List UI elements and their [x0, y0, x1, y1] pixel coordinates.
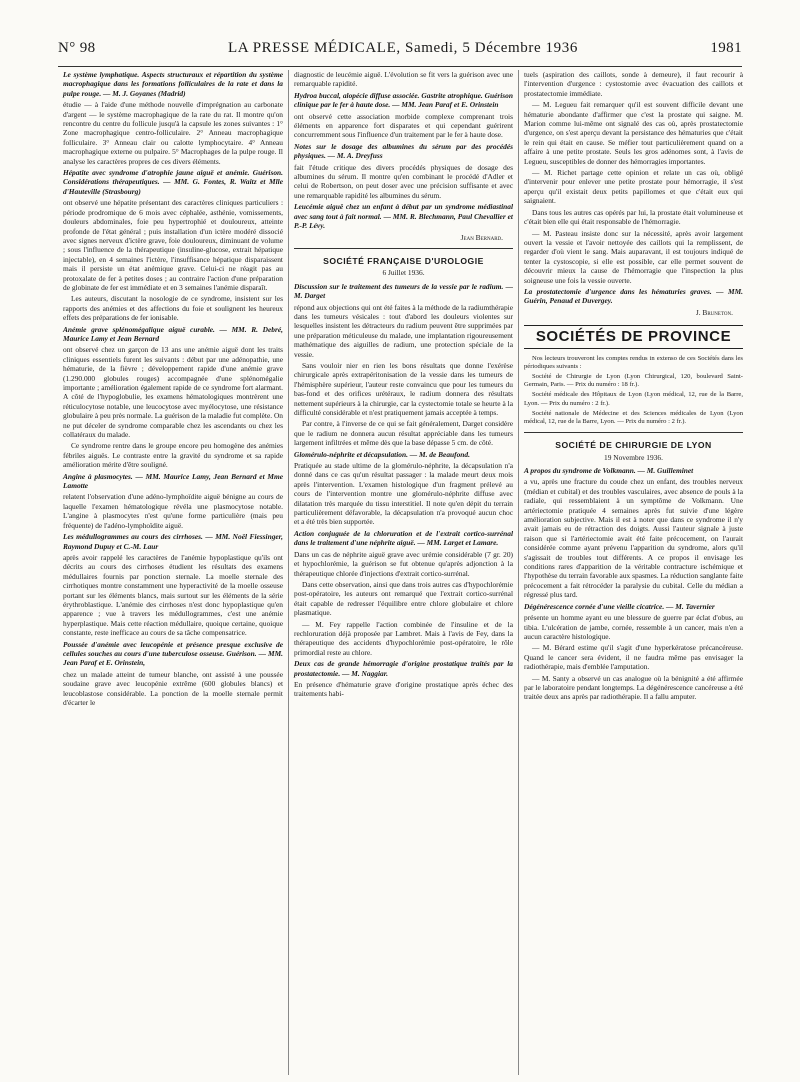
- article-title: Les médullogrammes au cours des cirrhoses. — MM. Noël Fiessinger, Raymond Dupuy et C.-M. Laur: [63, 532, 283, 551]
- article-title: Hépatite avec syndrome d'atrophie jaune aiguë et anémie. Guérison. Considérations thérapeutiques. — MM. G. Fontes, R. Waitz et Mlle d'Hauteville (Strasbourg): [63, 168, 283, 196]
- society-heading: SOCIÉTÉ FRANÇAISE D'UROLOGIE: [323, 255, 484, 266]
- section-banner: SOCIÉTÉS DE PROVINCE: [524, 325, 743, 348]
- article-text: En présence d'hématurie grave d'origine prostatique après échec des traitements habi-: [294, 679, 513, 699]
- article-text: relatent l'observation d'une adéno-lymphoïdite aiguë bénigne au cours de laquelle l'examen hématologique révéla une plasmocytose notable. L'angine à plasmocytes n'est qu'une forme particulière (mais peu fréquente) de l'adéno-lymphoïdite aiguë.: [63, 492, 283, 530]
- article-title: Glomérulo-néphrite et décapsulation. — M. de Beaufond.: [294, 449, 470, 459]
- article-text: ont observé une hépatite présentant des caractères cliniques particuliers : période prodromique de 6 mois avec céphalée, asthénie, vomissements, douleurs abdominales, foie peu hypertrophié et douloureux, atteinte profonde de l'état général ; puis installation d'un ictère modéré dissocié avec signes nerveux d'ictère grave, foie douloureux, diminuant de volume ; sous l'influence de la thérapeutique (insuline-glucose, extrait hépatique injectable), en 4 semaines l'ictère, l'insuffisance hépatique disparaissent mais il persiste un état anémique grave. Celui-ci ne réagit pas au protoxalate de fer à petites doses ; au contraire l'action d'une préparation de globinate de fer est immédiate et en 3 semaines l'anémie disparaît.: [63, 198, 283, 292]
- article-text: ont observé chez un garçon de 13 ans une anémie aiguë dont les traits cliniques essentiels furent les suivants : début par une adénopathie, une hématurie, de la fièvre ; développement rapide d'une anémie grave (1.290.000 globules rouges) accompagnée d'une splénomégalie importante ; amélioration également rapide de ce syndrome fort alarmant. A côté de l'hypoglobulie, les examens hématologiques montrèrent une réticulocytose notable, une leucocytose avec myélocytose, une résistance globulaire à peu près normale. La guérison de la maladie fut complète. On ne put déceler de syndrome comparable chez les ascendants ou chez les collatéraux du malade.: [63, 345, 283, 440]
- article-text: répond aux objections qui ont été faites à la méthode de la radiumthérapie dans les tumeurs vésicales : tout d'abord les douleurs violentes sur lesquelles insistent les détracteurs du radium peuvent être supprimées par une préparation méticuleuse du malade, une implantation rigoureusement mathématique des aiguilles de radium, une protection spéciale de la vessie.: [294, 302, 513, 359]
- article-title: Action conjuguée de la chloruration et de l'extrait cortico-surrénal dans le traitement d'une néphrite aiguë. — MM. Larget et Lamare.: [294, 528, 513, 548]
- article-text: — M. Legueu fait remarquer qu'il est souvent difficile devant une hématurie abondante d'affirmer que c'est la prostate qui saigne. M. Marion comme lui-même ont signalé des cas où, après prostatectomie d'urgence, on s'est aperçu devant la persistance des hématuries que c'était le rein qui était en cause. Se méfier tout particulièrement quand on a affaire à une petite prostate. Seuls les gros adénomes sont, à l'avis de Legueu, susceptibles de donner des hémorragies importantes.: [524, 100, 743, 166]
- article-title: Angine à plasmocytes. — MM. Maurice Lamy, Jean Bernard et Mme Lamotte: [63, 471, 283, 491]
- article-title: Le système lymphatique. Aspects structuraux et répartition du système macrophagique dans les formations folliculaires de la rate et dans la pulpe rouge. — M. J. Goyanes (Madrid): [63, 70, 283, 98]
- article-text: chez un malade atteint de tumeur blanche, ont assisté à une poussée soudaine grave avec leucopénie extrême (600 globules blancs) et leucoblastose considérable. La ponction de la moelle sternale permit d'écarter le: [63, 669, 283, 707]
- article-title: Discussion sur le traitement des tumeurs de la vessie par le radium. — M. Darget: [294, 281, 513, 301]
- column-1: [58, 70, 288, 1075]
- article-title: Deux cas de grande hémorragie d'origine prostatique traités par la prostatectomie. — M. Naggiar.: [294, 659, 513, 678]
- article-text: Dans un cas de néphrite aiguë grave avec urémie considérable (7 gr. 20) et hypochlorémie, la guérison se fut obtenue qu'après adjonction à la thérapeutique chlorée d'injections d'extrait cortico-surrénal.: [294, 549, 513, 578]
- article-text: étudie — à l'aide d'une méthode nouvelle d'imprégnation au carbonate d'argent — le système macrophagique de la rate du rat. Il montre qu'on rencontre du centre du follicule jusqu'à la capsule les zones suivantes : 1° Zone macrophagique centro-folliculaire. 2° Anneau macrophagique folliculaire. 3° Anneau clair ou calotte lymphocytaire. 4° Anneau macrophagique externe ou pulpaire. 5° Macrophages de la pulpe rouge. Il analyse les caractères propres de ces divers éléments.: [63, 100, 283, 166]
- journal-title: LA PRESSE MÉDICALE, Samedi, 5 Décembre 1936: [228, 40, 578, 56]
- page-header: [58, 40, 742, 67]
- article-text: Les auteurs, discutant la nosologie de ce syndrome, insistent sur les rapports des anémies et des affections du foie et soulignent les heureux effets des préparations de fer ionisable.: [63, 294, 283, 323]
- article-title: Hydroa buccal, alopécie diffuse associée. Gastrite atrophique. Guérison clinique par le fer à haute dose. — MM. Jean Paraf et E. Orinstein: [294, 90, 513, 110]
- page-number: 1981: [710, 40, 742, 56]
- article-text: Pratiquée au stade ultime de la glomérulo-néphrite, la décapsulation n'a donné dans ce cas qu'un résultat passager : la malade meurt deux mois après l'intervention. L'examen histologique d'un fragment prélevé au cours de l'intervention montre une glomérulo-néphrite diffuse avec dilatation très marquée du tissu interstitiel. Il note qu'en dépit du terrain particulièrement défavorable, la décapsulation n'a provoqué aucun choc et a été très bien supportée.: [294, 461, 513, 527]
- article-text: présente un homme ayant eu une blessure de guerre par éclat d'obus, au tibia. L'ulcération de jambe, cornée, ressemble à un cancer, mais n'en a aucun caractère histologique.: [524, 613, 743, 641]
- periodical-listing: Société de Chirurgie de Lyon (Lyon Chirurgical, 120, boulevard Saint-Germain, Paris. — Prix du numéro : 18 fr.).: [524, 372, 743, 389]
- section-divider: [524, 432, 743, 433]
- article-text: Par contre, à l'inverse de ce qui se fait généralement, Darget considère que le radium ne donnera aucun résultat appréciable dans les tumeurs largement infiltrées et même dès que la base dépasse 5 cm. de côté.: [294, 419, 513, 448]
- author-signature: Jean Bernard.: [460, 232, 503, 242]
- article-text: a vu, après une fracture du coude chez un enfant, des troubles nerveux (médian et cubital) et des troubles vasculaires, avec absence de pouls à la radiale, qui ressemblaient à un symptôme de Volkmann. Une artériectomie pratiquée 4 semaines après fut suivie d'une légère amélioration subjective. Mais il est à noter que dans ce syndrome il n'y avait jamais eu de rétraction des doigts. Aussi l'auteur signale à juste raison que si l'artériectomie avait été faite précocement, on l'aurait considérée comme ayant prévenu l'apparition du syndrome, alors qu'il s'agissait de troubles tout différents. A ce propos il envisage les conditions rares d'apparition de la véritable contracture ischémique et l'hypothèse du terrain favorable aux spasmes. La réduction sanglante faite précocement a fait rétrocéder la paralysie du cubital. Celle du médian a régressé plus tard.: [524, 477, 743, 600]
- periodical-listing: Société médicale des Hôpitaux de Lyon (Lyon médical, 12, rue de la Barre, Lyon. — Prix du numéro : 2 fr.).: [524, 391, 743, 407]
- article-text: — M. Bérard estime qu'il s'agit d'une hyperkératose précancéreuse. Quand le cancer sera évident, il ne faudra même pas envisager la radiothérapie, mais d'emblée l'amputation.: [524, 643, 743, 672]
- session-date: 19 Novembre 1936.: [604, 452, 663, 462]
- article-text: — M. Fey rappelle l'action combinée de l'insuline et de la rechloruration déjà proposée par Lambret. Mais à l'avis de Fey, dans la thérapeutique des accidents d'hypochlorémie post-opératoire, le rôle primordial reste au chlore.: [294, 619, 513, 657]
- session-date: 6 Juillet 1936.: [382, 268, 425, 278]
- article-text: — M. Santy a observé un cas analogue où la bénignité a été affirmée par le laboratoire pendant longtemps. La dégénérescence cancéreuse a été traitée deux ans après par radiothérapie. Il a fallu amputer.: [524, 673, 743, 702]
- article-title: Poussée d'anémie avec leucopénie et présence presque exclusive de cellules souches au cours d'une tuberculose osseuse. Guérison. — MM. Jean Paraf et E. Orinstein,: [63, 639, 283, 668]
- article-text: diagnostic de leucémie aiguë. L'évolution se fit vers la guérison avec une remarquable rapidité.: [294, 70, 513, 89]
- article-title: Anémie grave splénomégalique aiguë curable. — MM. R. Debré, Maurice Lamy et Jean Bernard: [63, 324, 283, 343]
- article-text: Dans cette observation, ainsi que dans trois autres cas d'hypochlorémie post-opératoire, les auteurs ont remarqué que l'extrait cortico-surrénal était capable de redresser l'équilibre entre chlore globulaire et chlore plasmatique.: [294, 579, 513, 618]
- article-title: Notes sur le dosage des albumines du sérum par des procédés physiques. — M. A. Dreyfuss: [294, 141, 513, 161]
- section-divider: [294, 248, 513, 249]
- article-title: Dégénérescence cornée d'une vieille cicatrice. — M. Tavernier: [524, 601, 715, 611]
- issue-number: N° 98: [58, 40, 96, 56]
- article-text: tuels (aspiration des caillots, sonde à demeure), il faut recourir à l'intervention d'urgence : cystostomie avec évacuation des caillots et prostatectomie immédiate.: [524, 70, 743, 98]
- article-title: A propos du syndrome de Volkmann. — M. Guilleminet: [524, 466, 694, 475]
- article-text: — M. Richet partage cette opinion et relate un cas où, obligé d'intervenir pour enlever une petite prostate pour hémorragie, il s'est aperçu qu'il existait deux petits papillomes et que c'était eux qui saignaient.: [524, 168, 743, 206]
- article-text: Sans vouloir nier en rien les bons résultats que donne l'exérèse chirurgicale après extrapéritonisation de la vessie dans les tumeurs de l'hémisphère supérieur, l'auteur reste convaincu que pour les tumeurs du bas-fond et des orifices urétéraux, le radium donnera des résultats nettement supérieurs à la chirurgie, car la cystectomie totale se heurte à la difficulté considérable et n'est pratiquement jamais acceptée à temps.: [294, 360, 513, 417]
- periodical-listing: Société nationale de Médecine et des Sciences médicales de Lyon (Lyon médical, 12, rue de la Barre, Lyon. — Prix du numéro : 2 fr.).: [524, 409, 743, 425]
- section-note: Nos lecteurs trouveront les comptes rendus in extenso de ces Sociétés dans les périodiques suivants :: [524, 354, 743, 370]
- column-2: [288, 70, 518, 1075]
- article-title: Leucémie aiguë chez un enfant à début par un syndrome médiastinal avec sang tout à fait normal. — MM. R. Blechmann, Paul Chevallier et P.-P. Lévy.: [294, 202, 513, 231]
- article-text: — M. Pasteau insiste donc sur la nécessité, après avoir largement ouvert la vessie et l'avoir nettoyée des caillots qui la remplissent, de regarder d'où vient le sang. Mais auparavant, il est toujours indiqué de tenter la cystoscopie, si elle est possible, car elle permet souvent de découvrir mieux la cause de l'hémorragie que l'inspection la plus soigneuse une fois la vessie ouverte.: [524, 228, 743, 285]
- society-heading: SOCIÉTÉ DE CHIRURGIE DE LYON: [555, 440, 712, 451]
- author-signature: J. Bruneton.: [695, 307, 733, 317]
- article-text: Dans tous les autres cas opérés par lui, la prostate était volumineuse et c'était bien elle qui était responsable de l'hémorragie.: [524, 207, 743, 227]
- column-3: [518, 70, 748, 1075]
- article-text: fait l'étude critique des divers procédés physiques de dosage des albumines du sérum. Il montre qu'en combinant le procédé d'Adler et celui de Robertson, on peut doser avec une précision suffisante et avec une remarquable rapidité les albumines du sérum.: [294, 162, 513, 200]
- columns: [58, 70, 748, 1075]
- article-title: La prostatectomie d'urgence dans les hématuries graves. — MM. Guérin, Penaud et Duvergey.: [524, 286, 743, 306]
- article-text: ont observé cette association morbide complexe comprenant trois éléments en apparence fort disparates et qui cependant guérirent concurremment sous l'influence d'un traitement par le fer à haute dose.: [294, 111, 513, 140]
- article-text: après avoir rappelé les caractères de l'anémie hypoplastique qu'ils ont décrits au cours des cirrhoses étudient les résultats des examens médullaires fournis par ponction sternale. La moelle sternale des cirrhotiques montre constamment une hyperactivité de la moelle osseuse portant sur les éléments blancs, mais surtout sur les éléments de la série érythroblastique. L'anémie des cirrhoses n'est donc hypoplastique qu'en apparence ; vue à travers les médullogrammes, c'est une anémie hyperplastique. Mais cette réaction médullaire, quoique certaine, quoique constante, reste inefficace au cours de sa tâche compensatrice.: [63, 552, 283, 638]
- article-text: Ce syndrome rentre dans le groupe encore peu homogène des anémies fébriles aiguës. Le contraste entre la gravité du syndrome et sa rapide amélioration mérite d'être souligné.: [63, 441, 283, 470]
